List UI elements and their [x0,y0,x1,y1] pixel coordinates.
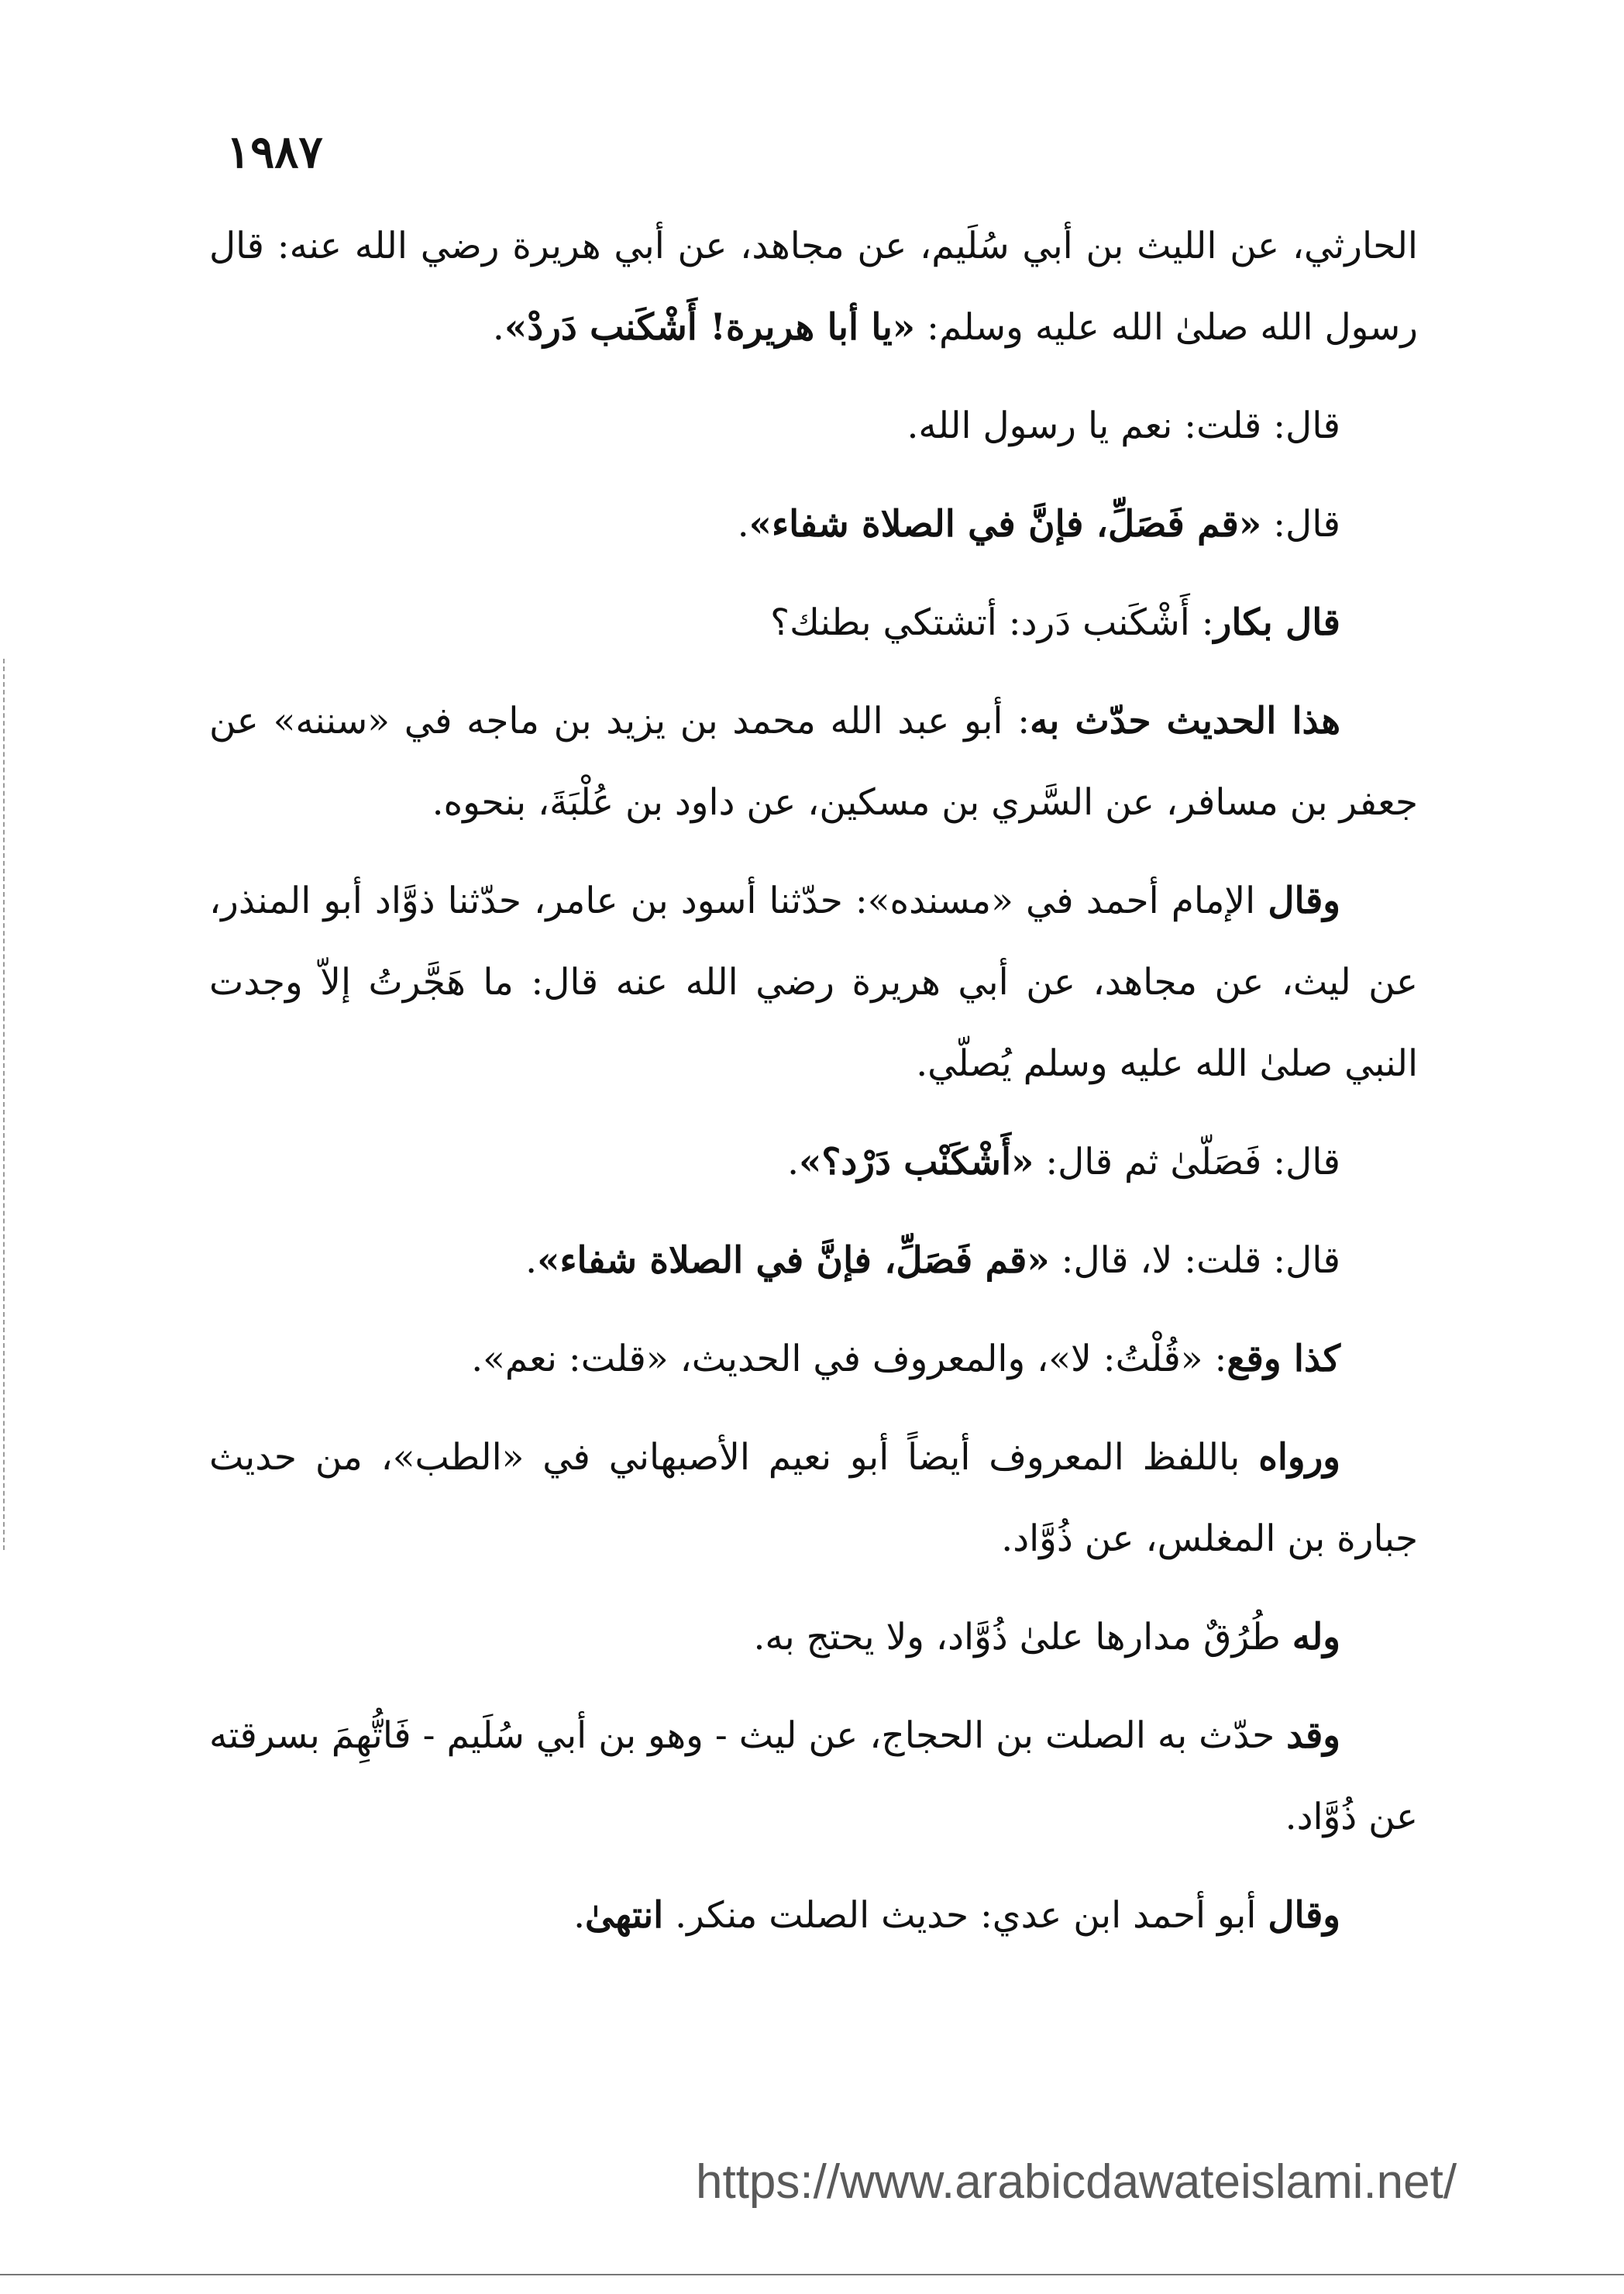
paragraph-13 [209,1875,1418,1956]
text-segment: قال: فَصَلّىٰ ثم قال: [1034,1141,1340,1183]
text-segment-bold: قال بكار [1213,601,1340,644]
paragraph-4 [209,582,1418,663]
page-number: ١٩٨٧ [226,126,323,178]
paragraph-11 [209,1596,1418,1678]
paragraph-12 [209,1695,1418,1858]
paragraph-2 [209,385,1418,467]
text-segment: قال: [1261,503,1340,546]
text-segment-bold: هذا الحديث حدّث به [1030,700,1340,742]
scan-edge-line-bottom [0,2274,1624,2275]
text-segment-bold: انتهىٰ [585,1894,664,1937]
text-segment-bold: ورواه [1258,1436,1340,1479]
scan-edge-line-left [3,659,5,1550]
text-segment: باللفظ المعروف أيضاً أبو نعيم الأصبهاني في «الطب»، من حديث جبارة بن المغلس، عن ذُوَّاد. [209,1436,1418,1560]
text-segment-bold: «قم فَصَلِّ، فإنَّ في الصلاة شفاء» [537,1239,1050,1282]
paragraph-10 [209,1417,1418,1579]
paragraph-3 [209,484,1418,565]
text-segment-bold: كذا وقع [1227,1338,1340,1380]
text-segment-bold: «يا أبا هريرة! أَشْكَنب دَردْ» [504,306,916,349]
text-segment: : «قُلْتُ: لا»، والمعروف في الحديث، «قلت: نعم». [471,1338,1227,1380]
body-text [209,205,1418,1973]
text-segment: طُرُقٌ مدارها علىٰ ذُوَّاد، ولا يحتج به. [753,1616,1292,1658]
text-segment-bold: وقد [1286,1714,1340,1757]
text-segment: الإمام أحمد في «مسنده»: حدّثنا أسود بن عامر، حدّثنا ذوَّاد أبو المنذر، عن ليث، عن مجاهد، عن أبي هريرة رضي الله عنه قال: ما هَجَّرتُ إلاّ وجدت النبي صلىٰ الله عليه وسلم يُصلّي. [209,880,1418,1085]
text-segment: قال: قلت: نعم يا رسول الله. [907,405,1340,447]
text-segment-bold: وله [1292,1616,1340,1658]
paragraph-6 [209,860,1418,1104]
text-segment-bold: وقال [1268,880,1340,922]
text-segment: . [573,1894,586,1937]
text-segment: الحارثي، عن الليث بن أبي سُلَيم، عن مجاهد، عن أبي هريرة رضي الله عنه: قال رسول الله صلىٰ الله عليه وسلم: [209,225,1418,349]
text-segment: أبو أحمد ابن عدي: حديث الصلت منكر. [663,1894,1268,1937]
text-segment: . [492,306,504,349]
text-segment: قال: قلت: لا، قال: [1049,1239,1340,1282]
paragraph-8 [209,1220,1418,1301]
text-segment: : أَشْكَنب دَرد: أتشتكي بطنك؟ [770,601,1214,644]
text-segment: حدّث به الصلت بن الحجاج، عن ليث - وهو بن أبي سُلَيم - فَاتُّهِمَ بسرقته عن ذُوَّاد. [209,1714,1418,1838]
text-segment: . [787,1141,800,1183]
paragraph-9 [209,1318,1418,1400]
text-segment: . [525,1239,538,1282]
text-segment-bold: «أَشْكَنْب دَرْد؟» [799,1141,1034,1183]
paragraph-5 [209,680,1418,843]
paragraph-1 [209,205,1418,368]
text-segment: . [737,503,749,546]
text-segment-bold: «قم فَصَلِّ، فإنَّ في الصلاة شفاء» [748,503,1262,546]
footer-url-link[interactable]: https://www.arabicdawateislami.net/ [696,2155,1457,2209]
text-segment-bold: وقال [1268,1894,1340,1937]
paragraph-7 [209,1121,1418,1203]
text-segment: : أبو عبد الله محمد بن يزيد بن ماجه في «سننه» عن جعفر بن مسافر، عن السَّري بن مسكين، عن داود بن عُلْبَةَ، بنحوه. [209,700,1418,824]
